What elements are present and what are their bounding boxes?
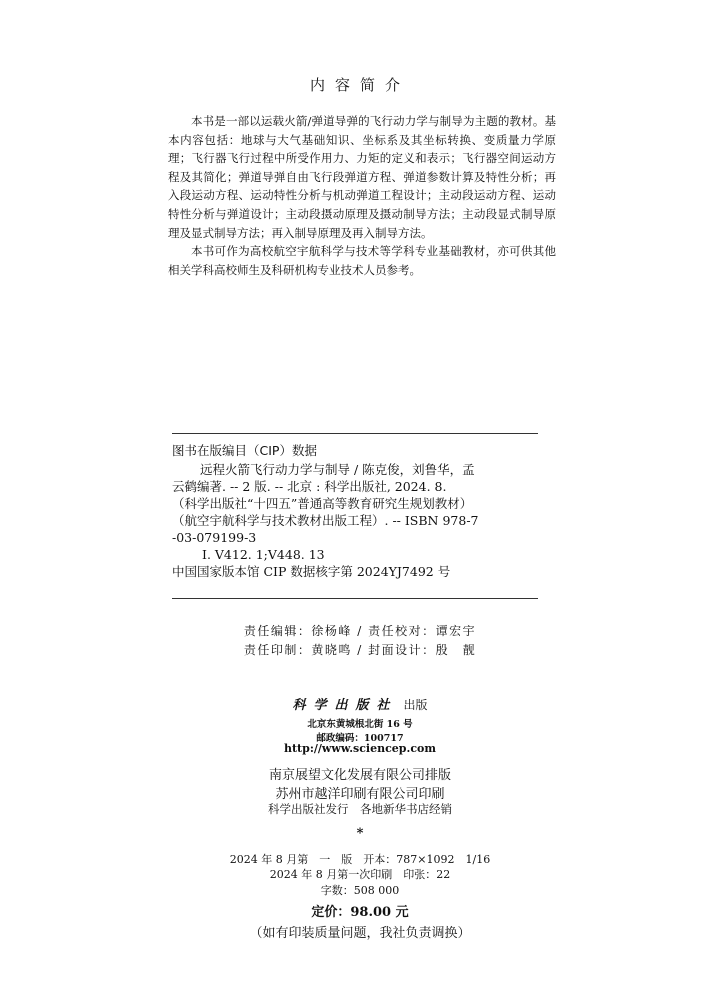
edition-line: 2024 年 8 月第 一 版 开本：787×1092 1/16 <box>229 853 491 866</box>
cip-top-rule <box>172 433 538 434</box>
typesetting-line: 南京展望文化发展有限公司排版 <box>268 768 451 783</box>
publisher-postcode: 邮政编码：100717 <box>316 733 404 744</box>
summary-title: 内容简介 <box>309 76 410 94</box>
quality-note: （如有印装质量问题，我社负责调换） <box>249 926 471 941</box>
publisher-address: 北京东黄城根北街 16 号 <box>307 719 413 730</box>
printing-line: 苏州市越洋印刷有限公司印刷 <box>275 787 445 802</box>
summary-paragraph-2: 本书可作为高校航空宇航科学与技术等学科专业基础教材，亦可供其他相关学科高校师生及科研机构专业技术人员参考。 <box>168 244 556 277</box>
cip-classification: Ⅰ. V412. 1;V448. 13 <box>202 547 325 562</box>
cip-block <box>172 442 538 580</box>
publisher-line <box>0 694 720 713</box>
price: 定价：98.00 元 <box>311 905 409 920</box>
cip-record-number: 中国国家版本馆 CIP 数据核字第 2024YJ7492 号 <box>172 564 451 579</box>
word-count: 字数：508 000 <box>320 884 400 897</box>
cip-bottom-rule <box>172 598 538 599</box>
publisher-website: http://www.sciencep.com <box>283 742 437 755</box>
editors-line-2: 责任印制：黄晓鸣 / 封面设计：殷 靓 <box>243 643 477 657</box>
cip-line: （科学出版社“十四五”普通高等教育研究生规划教材） <box>172 496 473 511</box>
cip-line: -03-079199-3 <box>172 530 257 545</box>
publisher-logo: 科学出版社 <box>292 698 398 713</box>
printing-info-line: 2024 年 8 月第一次印刷 印张：22 <box>269 868 451 881</box>
publisher-suffix: 出版 <box>403 698 428 712</box>
separator-star: * <box>356 826 364 841</box>
cip-line: （航空宇航科学与技术教材出版工程）. -- ISBN 978-7 <box>172 513 479 528</box>
editors-line-1: 责任编辑：徐杨峰 / 责任校对：谭宏宇 <box>243 624 477 638</box>
cip-line: 云鹤编著. -- 2 版. -- 北京 : 科学出版社, 2024. 8. <box>172 479 447 494</box>
cip-line: 远程火箭飞行动力学与制导 / 陈克俊，刘鲁华，孟 <box>200 462 475 477</box>
summary-paragraph-1: 本书是一部以运载火箭/弹道导弹的飞行动力学与制导为主题的教材。基本内容包括：地球与大气基础知识、坐标系及其坐标转换、变质量力学原理；飞行器飞行过程中所受作用力、力矩的定义和表示；飞行器空间运动方程及其简化；弹道导弹自由飞行段弹道方程、弹道参数计算及特性分析；再入段运动方程、运动特性分析与机动弹道工程设计；主动段运动方程、运动特性分析与弹道设计；主动段摄动原理及摄动制导方法；主动段显式制导原理及显式制导方法；再入制导原理及再入制导方法。 <box>168 114 556 240</box>
cip-heading: 图书在版编目（CIP）数据 <box>172 443 317 458</box>
distribution-line: 科学出版社发行 各地新华书店经销 <box>268 802 452 816</box>
